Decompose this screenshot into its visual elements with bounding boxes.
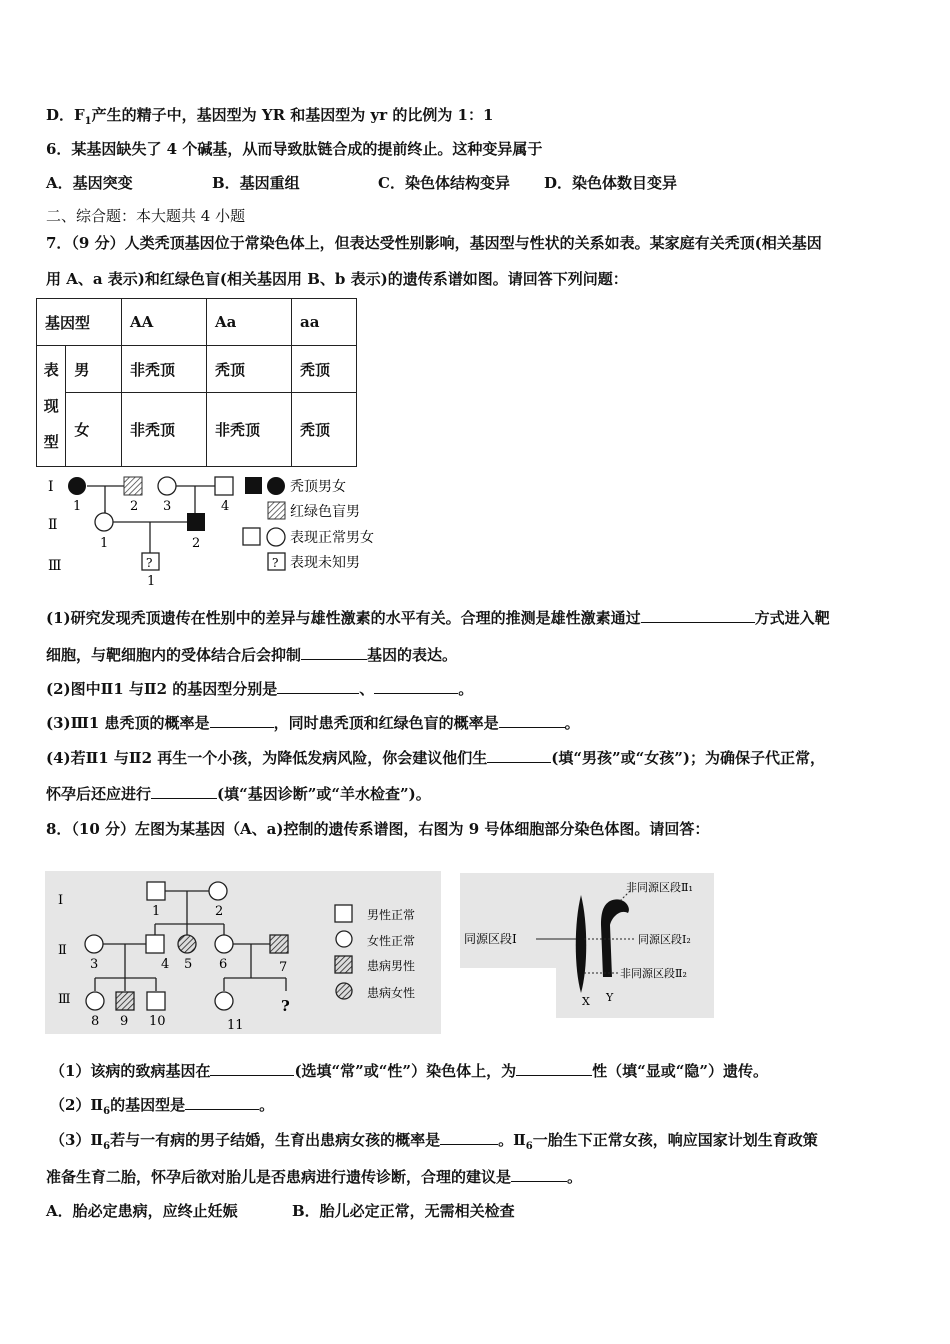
legend-label: 红绿色盲男 [290,504,360,520]
table-cell: 秃顶 [292,346,357,393]
q8-sub3-text: 准备生育二胎，怀孕后欲对胎儿是否患病进行遗传诊断，合理的建议是 [46,1168,512,1186]
q7-sub2-text: 。 [458,680,474,698]
answer-blank[interactable] [185,1095,259,1110]
gen-label-2: Ⅱ [58,943,67,958]
legend-label: 女性正常 [367,934,416,948]
q7-I3-normal-female [158,477,176,495]
q7-sub2-text: 、 [359,680,375,698]
q7-stem-line2: 用 A、a 表示)和红绿色盲(相关基因用 B、b 表示)的遗传系谱如图。请回答下列问题： [46,270,628,288]
answer-blank[interactable] [151,784,217,799]
q8-sub3-text: 。Ⅱ [498,1131,526,1149]
table-header-AA: AA [122,299,207,346]
q7-sub2-text: (2)图中Ⅱ1 与Ⅱ2 的基因型分别是 [46,680,278,698]
q8-sub3-text: 若与一有病的男子结婚，生育出患病女孩的概率是 [110,1131,441,1149]
q7-sub3 [46,712,580,733]
legend-unknown-mark: ? [272,556,279,570]
q7-sub1-text: 细胞，与靶细胞内的受体结合后会抑制 [46,646,302,664]
q8-sub1 [50,1060,768,1081]
q5-option-d-prefix: D．F [46,106,85,124]
q8-num: 2 [215,904,224,919]
q7-II2-affected-male [187,513,205,531]
q6-stem: 6．某基因缺失了 4 个碱基，从而导致肽链合成的提前终止。这种变异属于 [46,140,543,158]
table-cell: 非秃顶 [122,393,207,467]
table-cell: 秃顶 [207,346,292,393]
gen-label-2: Ⅱ [48,517,58,533]
q8-sub3-line1 [50,1129,818,1152]
q8-sub2-sub: 6 [103,1106,111,1117]
q7-num: 2 [192,536,201,551]
gen-label-3: Ⅲ [48,558,62,574]
label-nonhomologous-2: 非同源区段Ⅱ₂ [620,967,687,980]
label-homologous-2: 同源区段Ⅰ₂ [638,933,691,946]
q6-option-d: D．染色体数目变异 [544,174,678,192]
q8-I2-normal-female [209,882,227,900]
phenotype-char-1: 表 [43,361,59,379]
q8-II4-normal-male [146,935,164,953]
q8-III11-normal-female [215,992,233,1010]
q8-II3-normal-female [85,935,103,953]
q8-chromosome-figure [460,873,714,1018]
q7-num: 2 [130,499,139,514]
label-y: Y [606,991,614,1004]
table-header-genotype: 基因型 [37,299,122,346]
legend-label: 患病男性 [367,959,416,973]
q8-sub3-sub: 6 [103,1141,111,1152]
q5-option-d-text: 产生的精子中，基因型为 YR 和基因型为 yr 的比例为 1：1 [91,106,494,124]
q8-num: 10 [149,1014,166,1029]
table-cell: 非秃顶 [207,393,292,467]
q8-sub3-text: 一胎生下正常女孩，响应国家计划生育政策 [532,1131,818,1149]
q8-sub3-text: （3）Ⅱ [50,1131,104,1149]
q7-unknown-mark: ? [146,556,153,570]
q7-I2-colorblind-male [124,477,142,495]
phenotype-label [37,346,66,467]
q8-sub3-text: 。 [567,1168,583,1186]
q7-sub3-text: 。 [564,714,580,732]
q6-options [46,172,677,193]
q7-num: 3 [163,499,172,514]
q5-option-d [46,104,493,127]
legend-label: 表现未知男 [290,555,360,571]
q7-num: 1 [147,574,156,589]
q7-sub4-text: (填“男孩”或“女孩”)；为确保子代正常， [551,749,825,767]
answer-blank[interactable] [374,679,458,694]
answer-blank[interactable] [301,645,367,660]
q8-num: 3 [90,957,99,972]
q8-sub2 [50,1094,274,1117]
q8-option-a: A．胎必定患病，应终止妊娠 [46,1202,238,1220]
q8-unknown-mark: ? [281,997,290,1015]
q8-stem: 8．（10 分）左图为某基因（A、a)控制的遗传系谱图，右图为 9 号体细胞部分染色体图。请回答： [46,820,710,838]
q7-sub4-line2 [46,783,431,804]
legend-affected-male-icon [335,956,352,973]
q7-sub3-text: ，同时患秃顶和红绿色盲的概率是 [273,714,499,732]
legend-colorblind-male-icon [268,502,285,519]
q7-sub1-text: 方式进入靶 [754,609,830,627]
answer-blank[interactable] [440,1130,498,1145]
label-x: X [582,995,590,1008]
answer-blank[interactable] [511,1167,567,1182]
legend-normal-female-icon [267,528,285,546]
q8-num: 6 [219,957,228,972]
q8-num: 9 [120,1014,129,1029]
genotype-phenotype-table [36,298,357,467]
q5-option-d-sub: 1 [84,116,92,127]
answer-blank[interactable] [487,748,551,763]
label-homologous-1: 同源区段Ⅰ [464,932,517,946]
q7-sub4-text: (4)若Ⅱ1 与Ⅱ2 再生一个小孩，为降低发病风险，你会建议他们生 [46,749,488,767]
table-header-Aa: Aa [207,299,292,346]
q8-num: 7 [279,960,288,975]
q7-I1-affected-female [68,477,86,495]
section-title: 二、综合题：本大题共 4 小题 [46,207,246,225]
q6-option-a: A．基因突变 [46,174,133,192]
answer-blank[interactable] [516,1061,592,1076]
q8-num: 8 [91,1014,100,1029]
q6-option-b: B．基因重组 [212,174,300,192]
q8-II5-affected-female [178,935,196,953]
q8-III10-normal-male [147,992,165,1010]
q8-sub2-text: 的基因型是 [110,1096,186,1114]
legend-affected-male-icon [245,477,262,494]
legend-normal-male-icon [335,905,352,922]
gen-label-1: Ⅰ [48,479,54,495]
q6-option-c: C．染色体结构变异 [378,174,510,192]
q7-sub4-text: 怀孕后还应进行 [46,785,152,803]
gen-label-3: Ⅲ [58,992,71,1007]
q8-II6-normal-female [215,935,233,953]
phenotype-char-2: 现 [43,397,59,415]
row-male-label: 男 [66,346,122,393]
legend-affected-female-icon [336,983,352,999]
q7-num: 1 [73,499,82,514]
q7-sub1-line2 [46,644,457,665]
q8-sub1-text: （1）该病的致病基因在 [50,1062,211,1080]
legend-label: 男性正常 [367,908,416,922]
q8-sub2-text: （2）Ⅱ [50,1096,104,1114]
q8-sub1-text: (选填“常”或“性”）染色体上，为 [294,1062,517,1080]
q8-I1-normal-male [147,882,165,900]
q7-stem-line1: 7．（9 分）人类秃顶基因位于常染色体上，但表达受性别影响，基因型与性状的关系如表。某家庭有关秃顶(相关基因 [46,234,822,252]
table-cell: 非秃顶 [122,346,207,393]
q7-num: 1 [100,536,109,551]
q8-sub2-text: 。 [259,1096,275,1114]
legend-normal-female-icon [336,931,352,947]
q7-II1-normal-female [95,513,113,531]
q7-pedigree-figure [40,470,400,590]
q8-num: 1 [152,904,161,919]
phenotype-char-3: 型 [43,433,59,451]
q7-sub1-text: 基因的表达。 [367,646,458,664]
q8-num: 11 [227,1018,244,1033]
q7-num: 4 [221,499,230,514]
legend-label: 表现正常男女 [290,530,374,546]
q8-options [46,1200,515,1221]
answer-blank[interactable] [641,608,755,623]
q8-III8-normal-female [86,992,104,1010]
legend-label: 秃顶男女 [290,479,346,495]
q8-sub3-line2 [46,1166,582,1187]
legend-affected-female-icon [267,477,285,495]
table-header-aa: aa [292,299,357,346]
q8-num: 5 [184,957,193,972]
q7-sub4-text: (填“基因诊断”或“羊水检查”)。 [217,785,431,803]
q8-option-b: B．胎儿必定正常，无需相关检查 [292,1202,515,1220]
q8-num: 4 [161,957,170,972]
gen-label-1: Ⅰ [58,893,64,908]
q8-pedigree-figure [45,871,441,1034]
q8-sub3-sub: 6 [525,1141,533,1152]
legend-label: 患病女性 [367,986,416,1000]
answer-blank[interactable] [277,679,359,694]
q7-I4-normal-male [215,477,233,495]
answer-blank[interactable] [210,1061,294,1076]
q8-sub1-text: 性（填“显或“隐”）遗传。 [592,1062,768,1080]
row-female-label: 女 [66,393,122,467]
q8-II7-affected-male [270,935,288,953]
q7-sub1-text: (1)研究发现秃顶遗传在性别中的差异与雄性激素的水平有关。合理的推测是雄性激素通过 [46,609,641,627]
answer-blank[interactable] [210,713,274,728]
answer-blank[interactable] [499,713,565,728]
legend-normal-male-icon [243,528,260,545]
label-nonhomologous-1: 非同源区段Ⅱ₁ [626,881,693,894]
q7-sub4-line1 [46,747,825,768]
q7-sub1-line1 [46,607,830,628]
q7-sub3-text: (3)Ⅲ1 患秃顶的概率是 [46,714,210,732]
table-cell: 秃顶 [292,393,357,467]
q7-sub2 [46,678,473,699]
q8-III9-affected-male [116,992,134,1010]
